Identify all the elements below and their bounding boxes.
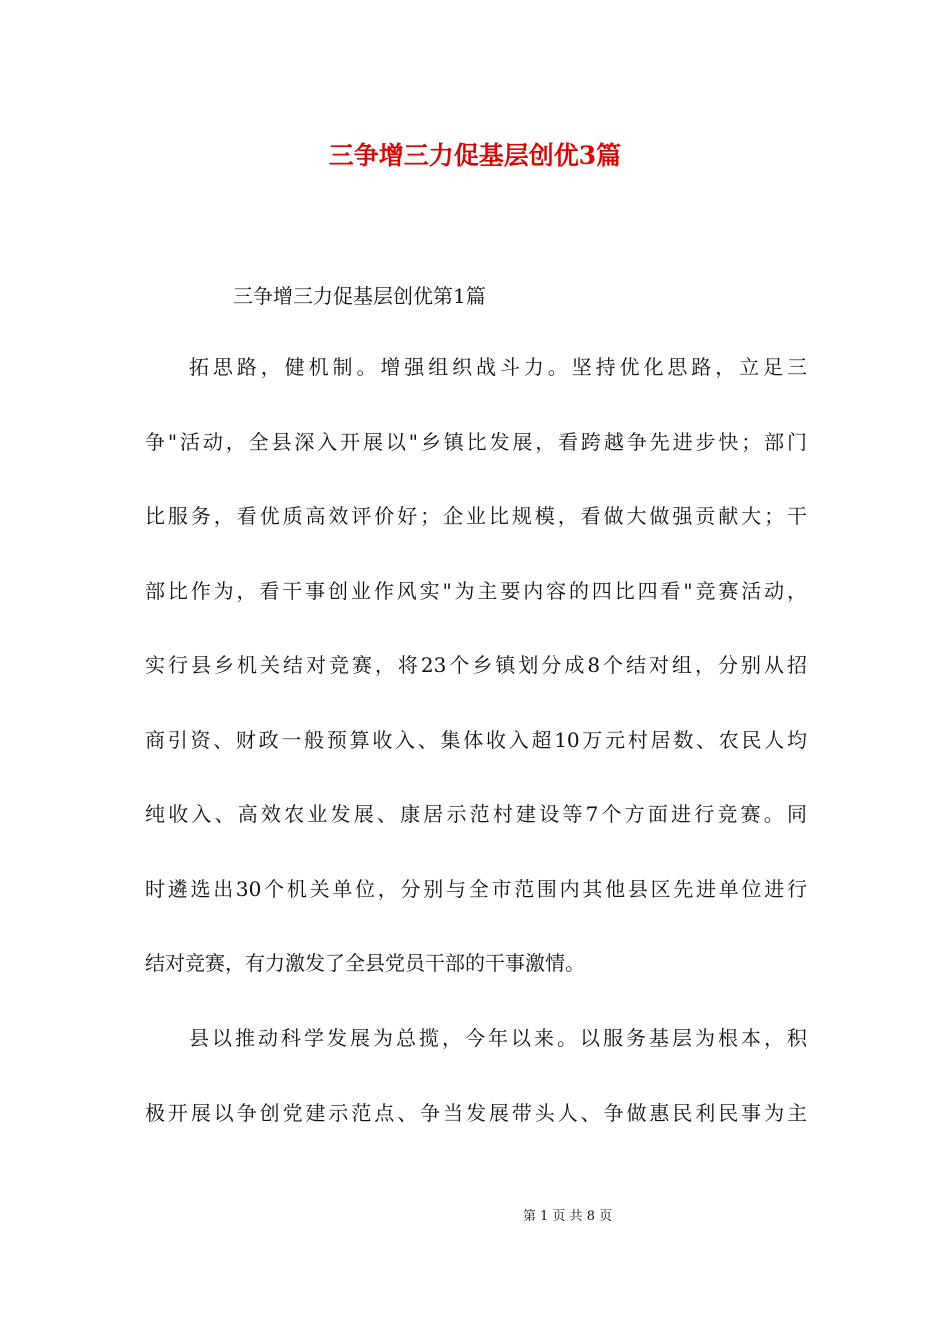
document-title: 三争增三力促基层创优3篇 [328,141,622,170]
paragraph-line: 实行县乡机关结对竞赛，将23个乡镇划分成8个结对组，分别从招 [145,653,807,677]
paragraph-line: 部比作为，看干事创业作风实"为主要内容的四比四看"竞赛活动， [145,578,807,603]
paragraph-line: 争"活动，全县深入开展以"乡镇比发展，看跨越争先进步快；部门 [145,429,807,454]
paragraph-line: 结对竞赛，有力激发了全县党员干部的干事激情。 [145,951,585,975]
paragraph-line: 时遴选出30个机关单位，分别与全市范围内其他县区先进单位进行 [145,876,807,901]
page-number-footer: 第 1 页 共 8 页 [522,1209,613,1224]
paragraph-line: 商引资、财政一般预算收入、集体收入超10万元村居数、农民人均 [145,727,807,752]
paragraph-1 [145,330,807,1001]
paragraph-line: 拓思路，健机制。增强组织战斗力。坚持优化思路，立足三 [189,355,807,379]
paragraph-2 [145,1001,807,1150]
paragraph-line: 比服务，看优质高效评价好；企业比规模，看做大做强贡献大；干 [145,504,807,528]
paragraph-line: 极开展以争创党建示范点、争当发展带头人、争做惠民利民事为主 [145,1100,807,1125]
section-heading: 三争增三力促基层创优第1篇 [233,284,486,308]
paragraph-line: 纯收入、高效农业发展、康居示范村建设等7个方面进行竞赛。同 [145,802,807,826]
paragraph-line: 县以推动科学发展为总揽，今年以来。以服务基层为根本，积 [189,1026,807,1050]
